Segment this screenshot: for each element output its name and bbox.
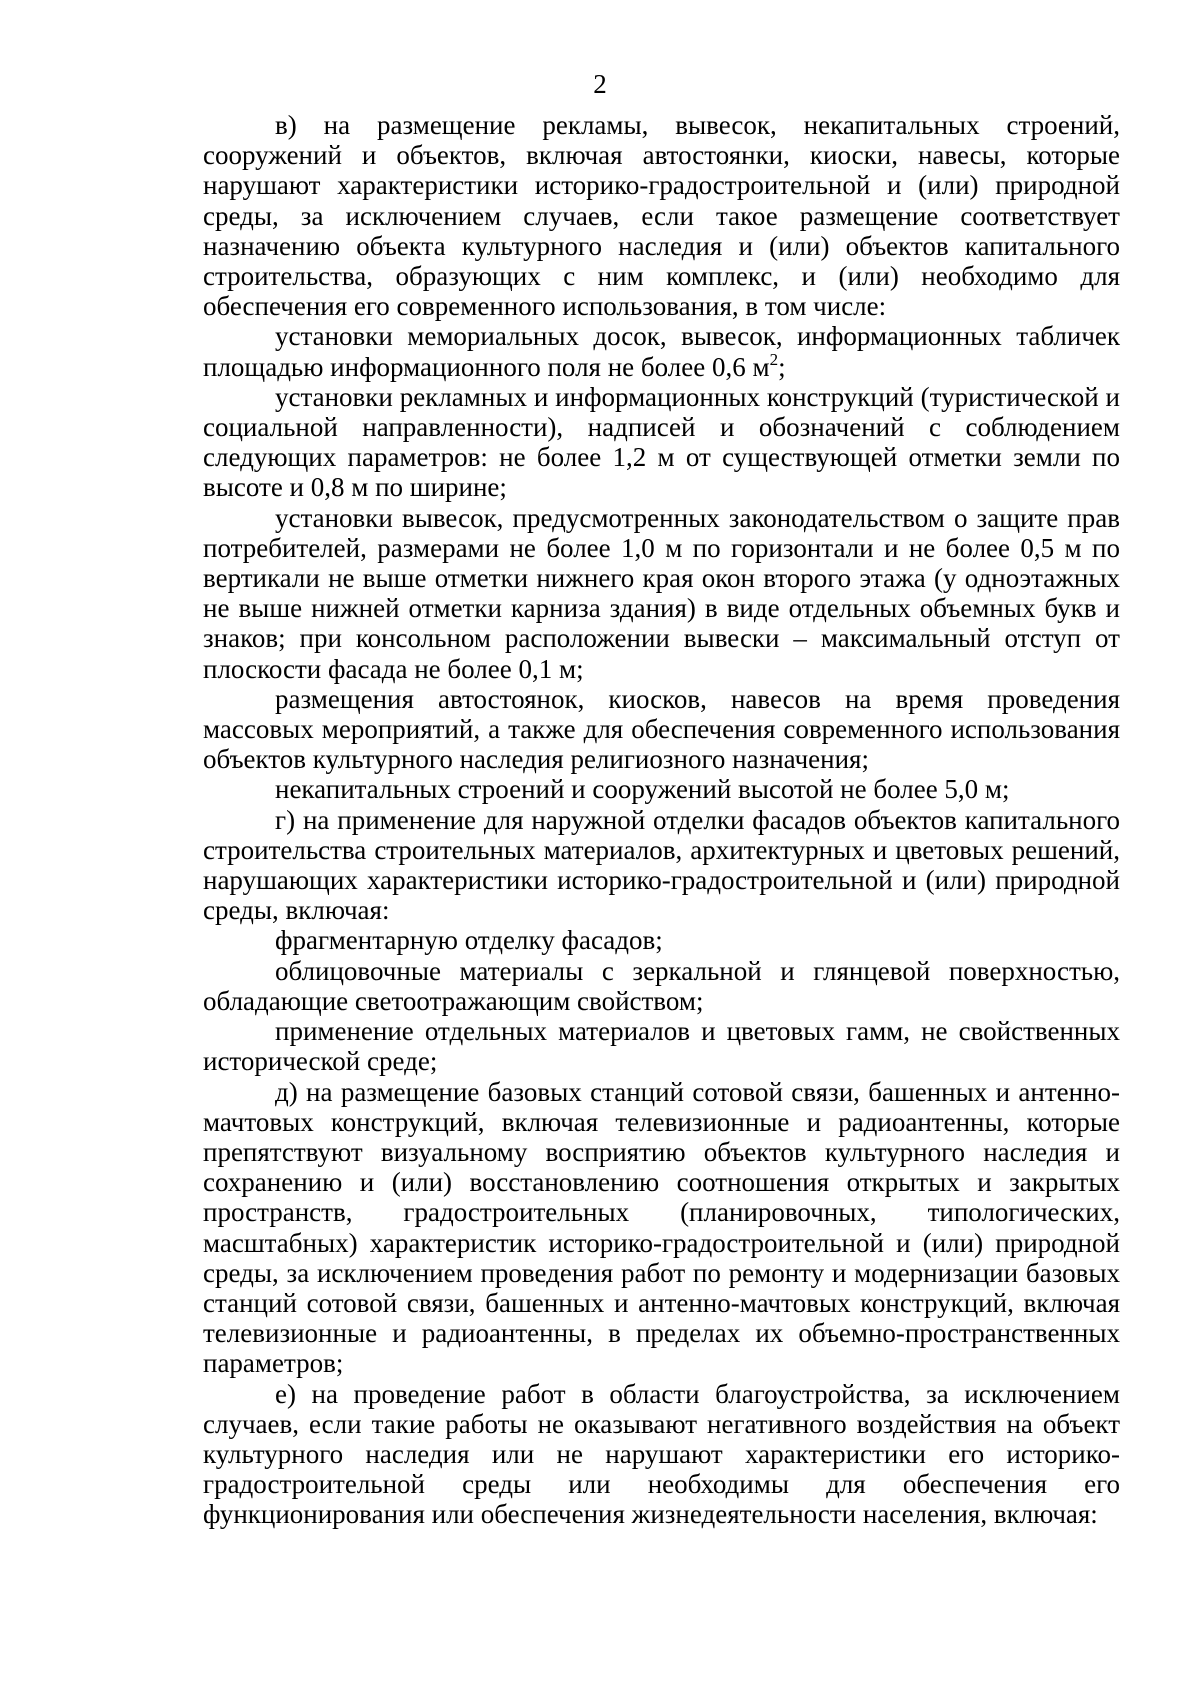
- memorial-tail: ;: [778, 351, 786, 382]
- paragraph-g-facade-finishing: г) на применение для наружной отделки фасадов объектов капитального строительства строительных материалов, архитектурных и цветовых решений, нарушающих характеристики историко-градостроительной и (или) природной среды, включая:: [203, 804, 1120, 926]
- paragraph-d-base-stations: д) на размещение базовых станций сотовой связи, башенных и антенно-мачтовых конструкций, включая телевизионные и радиоантенны, которые препятствуют визуальному восприятию объектов культурного наследия и сохранению и (или) восстановлению соотношения открытых и закрытых пространств, градостроительных (планировочных, типологических, масштабных) характеристик историко-градостроительной и (или) природной среды, за исключением проведения работ по ремонту и модернизации базовых станций сотовой связи, башенных и антенно-мачтовых конструкций, включая телевизионные и радиоантенны, в пределах их объемно-пространственных параметров;: [203, 1076, 1120, 1379]
- paragraph-facing-materials: облицовочные материалы с зеркальной и глянцевой поверхностью, обладающие светоотражающим свойством;: [203, 955, 1120, 1016]
- document-body: [203, 110, 1120, 1530]
- memorial-text: установки мемориальных досок, вывесок, информационных табличек площадью информационного поля не более 0,6 м: [203, 321, 1120, 382]
- paragraph-fragmentary-finishing: фрагментарную отделку фасадов;: [275, 925, 663, 956]
- paragraph-memorial-plaques: [203, 321, 1120, 381]
- page-number: 2: [593, 69, 607, 99]
- paragraph-color-materials: применение отдельных материалов и цветовых гамм, не свойственных исторической среде;: [203, 1016, 1120, 1077]
- paragraph-parking-kiosks: размещения автостоянок, киосков, навесов на время проведения массовых мероприятий, а также для обеспечения современного использования объектов культурного наследия религиозного назначения;: [203, 683, 1120, 775]
- paragraph-signboards: установки вывесок, предусмотренных законодательством о защите прав потребителей, размерами не более 1,0 м по горизонтали и не более 0,5 м по вертикали не выше отметки нижнего края окон второго этажа (у одноэтажных не выше нижней отметки карниза здания) в виде отдельных объемных букв и знаков; при консольном расположении вывески – максимальный отступ от плоскости фасада не более 0,1 м;: [203, 502, 1120, 684]
- paragraph-non-capital-buildings: некапитальных строений и сооружений высотой не более 5,0 м;: [275, 774, 1010, 805]
- square-superscript: 2: [769, 349, 779, 369]
- paragraph-info-constructions: установки рекламных и информационных конструкций (туристической и социальной направленности), надписей и обозначений с соблюдением следующих параметров: не более 1,2 м от существующей отметки земли по высоте и 0,8 м по ширине;: [203, 381, 1120, 503]
- paragraph-v-advertising: в) на размещение рекламы, вывесок, некапитальных строений, сооружений и объектов, включая автостоянки, киоски, навесы, которые нарушают характеристики историко-градостроительной и (или) природной среды, за исключением случаев, если такое размещение соответствует назначению объекта культурного наследия и (или) объектов капитального строительства, образующих с ним комплекс, и (или) необходимо для обеспечения его современного использования, в том числе:: [203, 110, 1120, 322]
- paragraph-e-landscaping: е) на проведение работ в области благоустройства, за исключением случаев, если такие работы не оказывают негативного воздействия на объект культурного наследия или не нарушают характеристики его историко-градостроительной среды или необходимы для обеспечения его функционирования или обеспечения жизнедеятельности населения, включая:: [203, 1378, 1120, 1530]
